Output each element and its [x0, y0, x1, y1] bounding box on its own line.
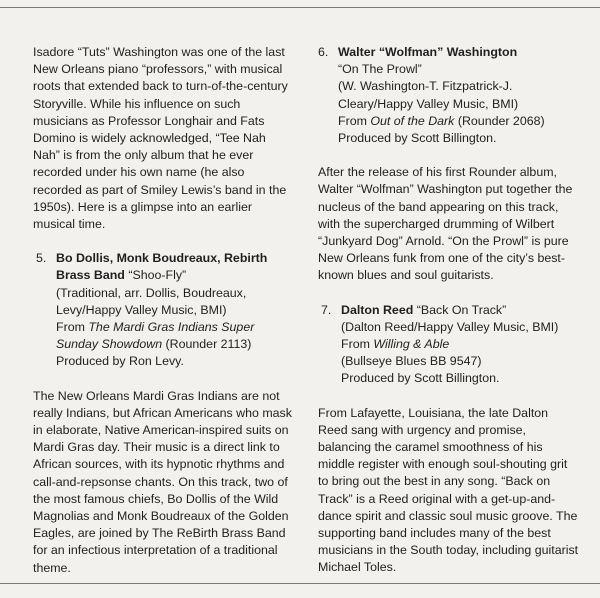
album-title: The Mardi Gras Indians Super Sunday Showdown	[56, 320, 255, 352]
from-label: From	[338, 113, 371, 128]
track-title: “Back On Track”	[413, 302, 507, 317]
top-rule	[0, 7, 600, 8]
track-6-entry	[318, 44, 580, 147]
track-title: “Shoo-Fly”	[124, 268, 187, 283]
track-artist: Walter “Wolfman” Washington	[338, 45, 518, 59]
track-artist: Bo Dollis, Monk Boudreaux, Rebirth Brass Band	[56, 251, 268, 283]
track-producer: Produced by Ron Levy.	[56, 354, 184, 369]
right-column	[318, 44, 580, 594]
track-source	[341, 336, 580, 353]
track-producer: Produced by Scott Billington.	[338, 131, 497, 146]
track-number: 6.	[318, 45, 329, 59]
track-credits: (W. Washington-T. Fitzpatrick-J. Cleary/Happy Valley Music, BMI)	[338, 79, 519, 111]
track-producer: Produced by Scott Billington.	[341, 371, 500, 386]
track-credits: (Traditional, arr. Dollis, Boudreaux, Levy/Happy Valley Music, BMI)	[56, 285, 247, 317]
left-column	[33, 44, 295, 594]
track-title: “On The Prowl”	[338, 62, 422, 77]
track-number: 7.	[321, 302, 332, 317]
dalton-reed-paragraph: From Lafayette, Louisiana, the late Dalton Reed sang with urgency and promise, balancing the caramel smoothness of his middle register with enough soul-shouting grit to bring out the best in any song. “Back on Track” is a Reed original with a get-up-and-dance spirit and classic soul music groove. The supporting band includes many of the best musicians in the South today, including guitarist Michael Toles.	[318, 405, 579, 575]
track-artist: Dalton Reed	[341, 302, 414, 317]
track-7-entry	[321, 302, 580, 388]
track-source	[338, 113, 580, 130]
mardi-gras-indians-paragraph: The New Orleans Mardi Gras Indians are not really Indians, but African Americans who mask in elaborate, Native American-inspired suits on Mardi Gras day. Their music is a direct link to African sources, with its hypnotic rhythms and call-and-repsonse chants. On this track, two of the most famous chiefs, Bo Dollis of the Wild Magnolias and Monk Boudreaux of the Golden Eagles, are joined by The ReBirth Brass Band for an infectious interpretation of a traditional theme.	[33, 388, 292, 575]
track-heading	[341, 302, 580, 319]
catalog-number: (Rounder 2068)	[454, 113, 545, 128]
track-credits: (Dalton Reed/Happy Valley Music, BMI)	[341, 319, 559, 334]
album-title: Willing & Able	[373, 337, 450, 352]
catalog-number: (Rounder 2113)	[162, 337, 252, 352]
track-number: 5.	[36, 251, 47, 266]
bottom-rule	[0, 583, 600, 584]
track-heading	[56, 250, 295, 284]
album-title: Out of the Dark	[370, 113, 455, 128]
tuts-washington-paragraph: Isadore “Tuts” Washington was one of the last New Orleans piano “professors,” with musical roots that extended back to turn-of-the-century Storyville. While his influence on such musicians as Professor Longhair and Fats Domino is widely acknowledged, “Tee Nah Nah” is from the only album that he ever recorded under his own name (he also recorded as part of Smiley Lewis’s band in the 1950s). Here is a glimpse into an earlier musical time.	[33, 45, 288, 232]
track-5-entry	[36, 250, 295, 370]
catalog-number: (Bullseye Blues BB 9547)	[341, 354, 482, 369]
from-label: From	[341, 337, 374, 352]
from-label: From	[56, 320, 89, 335]
wolfman-washington-paragraph: After the release of his first Rounder album, Walter “Wolfman” Washington put together the nucleus of the band appearing on this track, with the supercharged drumming of Wilbert “Junkyard Dog” Arnold. “On the Prowl” is pure New Orleans funk from one of the city’s best-known blues and soul guitarists.	[318, 165, 573, 283]
track-source	[56, 319, 295, 353]
